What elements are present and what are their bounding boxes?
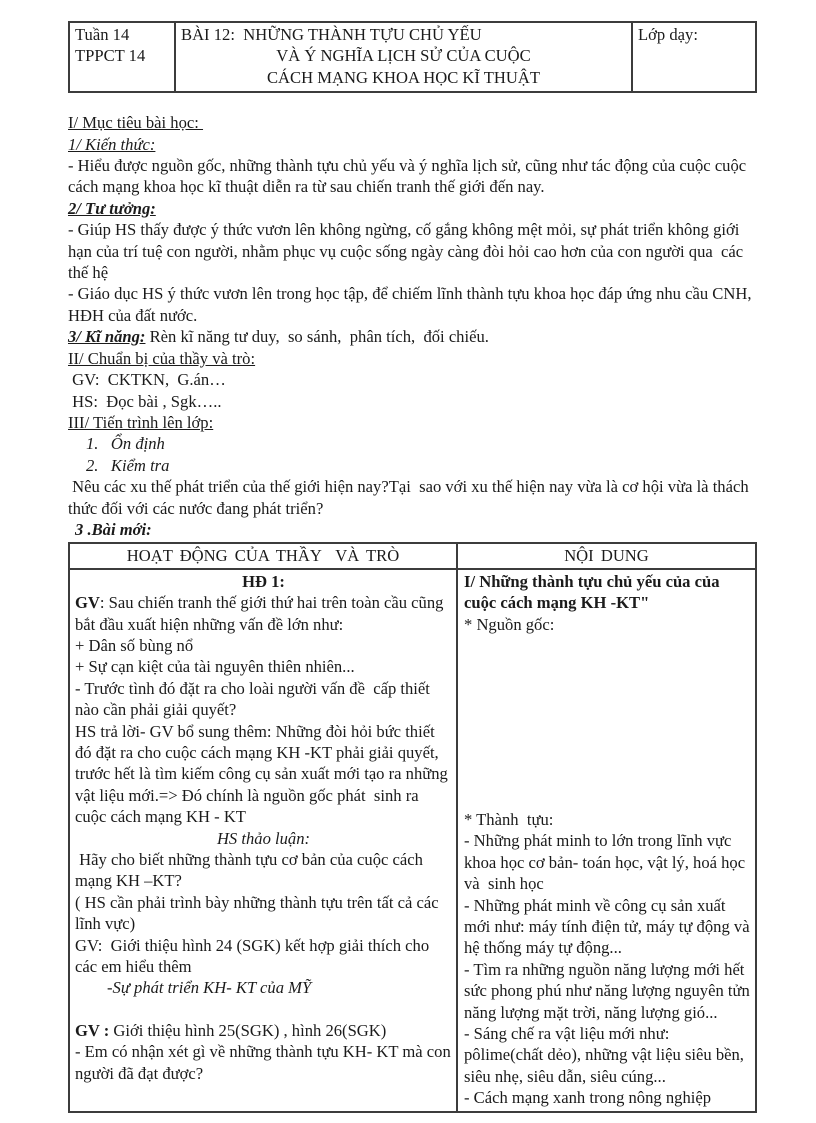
- discussion-question: Hãy cho biết những thành tựu cơ bản của cuộc cách mạng KH –KT?: [75, 850, 428, 891]
- gv-label-2: GV :: [75, 1020, 110, 1040]
- week-cell: [69, 22, 175, 92]
- issue-point-1: + Dân số bùng nổ: [75, 635, 194, 655]
- skill-body: Rèn kĩ năng tư duy, so sánh, phân tích, đối chiếu.: [145, 327, 489, 347]
- discussion-note: ( HS cần phải trình bày những thành tựu trên tất cả các lĩnh vực): [75, 892, 443, 934]
- content-section-title: I/ Những thành tựu chủ yếu của của cuộc cách mạng KH -KT": [464, 571, 724, 613]
- gv-figure25-paragraph: GV : Giới thiệu hình 25(SGK) , hình 26(SGK): [75, 1020, 387, 1040]
- skill-line: 3/ Kĩ năng: Rèn kĩ năng tư duy, so sánh, phân tích, đối chiếu.: [68, 327, 489, 347]
- header-info-table: [68, 21, 757, 93]
- achievement-item-2: - Những phát minh về công cụ sản xuất mới như: máy tính điện tử, máy tự động và hệ thống máy tự động...: [464, 895, 754, 958]
- preparation-hs: HS: Đọc bài , Sgk…..: [68, 391, 222, 411]
- content-gap-spacer: [464, 635, 751, 809]
- achievement-label: * Thành tựu:: [464, 809, 554, 829]
- activity-column-header: HOẠT ĐỘNG CỦA THẦY VÀ TRÒ: [69, 543, 457, 568]
- attitude-body-2: - Giáo dục HS ý thức vươn lên trong học tập, để chiếm lĩnh thành tựu khoa học đáp ứng nhu cầu CNH, HĐH của đất nước.: [68, 284, 756, 325]
- content-column-header: NỘI DUNG: [457, 543, 756, 568]
- class-cell: [632, 22, 756, 92]
- hs-answer-paragraph: HS trả lời- GV bổ sung thêm: Những đòi hỏi bức thiết đó đặt ra cho cuộc cách mạng KH -KT phải giải quyết, trước hết là tìm kiếm công cụ sản xuất mới tạo ra những vật liệu mới.=> Đó chính là nguồn gốc phát sinh ra cuộc cách mạng KH - KT: [75, 721, 453, 827]
- teacher-question-2: - Em có nhận xét gì về những thành tựu KH- KT mà con người đã đạt được?: [75, 1042, 455, 1083]
- achievement-item-3: - Tìm ra những nguồn năng lượng mới hết sức phong phú như năng lượng nguyên tửn năng lượng mặt trời, năng lượng gió...: [464, 959, 754, 1022]
- procedure-step-3: 3 .Bài mới:: [75, 519, 152, 539]
- check-question: Nêu các xu thế phát triển của thế giới hiện nay?Tại sao với xu thế hiện nay vừa là cơ hội vừa là thách thức đối với các nước đang phát triển?: [68, 477, 753, 518]
- lesson-title-line3: CÁCH MẠNG KHOA HỌC KĨ THUẬT: [266, 67, 541, 87]
- content-cell: [457, 569, 756, 1112]
- gv-intro-paragraph: GV: Sau chiến tranh thế giới thứ hai trên toàn cầu cũng bắt đầu xuất hiện những vấn đề lớn như:: [75, 593, 448, 634]
- activity-table-body-row: [69, 569, 756, 1112]
- teacher-student-activity-cell: [69, 569, 457, 1112]
- class-label: Lớp dạy:: [638, 25, 698, 44]
- header-info-row: [69, 22, 756, 92]
- objectives-heading: I/ Mục tiêu bài học:: [68, 113, 204, 133]
- preparation-heading: II/ Chuẩn bị của thầy và trò:: [68, 348, 256, 368]
- knowledge-body: - Hiểu được nguồn gốc, những thành tựu chủ yếu và ý nghĩa lịch sử, cũng như tác động của cuộc cuộc cách mạng khoa học kĩ thuật diễn ra từ sau chiến tranh thế giới đến nay.: [68, 156, 751, 197]
- origin-label: * Nguồn gốc:: [464, 614, 555, 634]
- intro-section: [68, 112, 755, 540]
- lesson-title-line1: BÀI 12: NHỮNG THÀNH TỰU CHỦ YẾU: [181, 25, 482, 44]
- period-label: TPPCT 14: [75, 46, 146, 66]
- activity-hd1-heading: HĐ 1:: [242, 571, 285, 591]
- achievement-item-1: - Những phát minh to lớn trong lĩnh vực khoa học cơ bản- toán học, vật lý, hoá học và sinh học: [464, 831, 750, 894]
- teacher-question-1: - Trước tình đó đặt ra cho loài người vấn đề cấp thiết nào cần phải giải quyết?: [75, 678, 435, 720]
- week-label: Tuần 14: [75, 25, 130, 44]
- us-development-note: -Sự phát triển KH- KT của MỸ: [107, 978, 312, 998]
- procedure-heading: III/ Tiến trình lên lớp:: [68, 412, 214, 432]
- lesson-title-line2: VÀ Ý NGHĨA LỊCH SỬ CỦA CUỘC: [276, 46, 531, 66]
- issue-point-2: + Sự cạn kiệt của tài nguyên thiên nhiên...: [75, 657, 355, 677]
- activity-table-header-row: [69, 543, 756, 568]
- discussion-heading: HS thảo luận:: [216, 828, 311, 848]
- attitude-heading: 2/ Tư tưởng:: [68, 198, 156, 218]
- procedure-step-1: 1. Ổn định: [86, 434, 165, 454]
- activity-table: [68, 542, 757, 1112]
- preparation-gv: GV: CKTKN, G.án…: [68, 370, 226, 390]
- lesson-title-cell: [175, 22, 632, 92]
- achievement-item-4: - Sáng chế ra vật liệu mới như: pôlime(chất dẻo), những vật liệu siêu bền, siêu nhẹ, siêu dẫn, siêu cúng...: [464, 1024, 749, 1086]
- knowledge-heading: 1/ Kiến thức:: [68, 134, 156, 154]
- gv-label: GV: [75, 593, 100, 613]
- achievement-item-5: - Cách mạng xanh trong nông nghiệp: [464, 1088, 712, 1108]
- blank-line-spacer: [75, 999, 452, 1020]
- attitude-body-1: - Giúp HS thấy được ý thức vươn lên không ngừng, cố gắng không mệt mỏi, sự phát triển không giới hạn của trí tuệ con người, nhằm phục vụ cuộc sống ngày càng đòi hỏi cao hơn của con người qua các thế hệ: [68, 220, 748, 283]
- gv-figure24-paragraph: GV: Giới thiệu hình 24 (SGK) kết hợp giải thích cho các em hiểu thêm: [75, 935, 434, 977]
- procedure-step-2: 2. Kiểm tra: [86, 455, 170, 475]
